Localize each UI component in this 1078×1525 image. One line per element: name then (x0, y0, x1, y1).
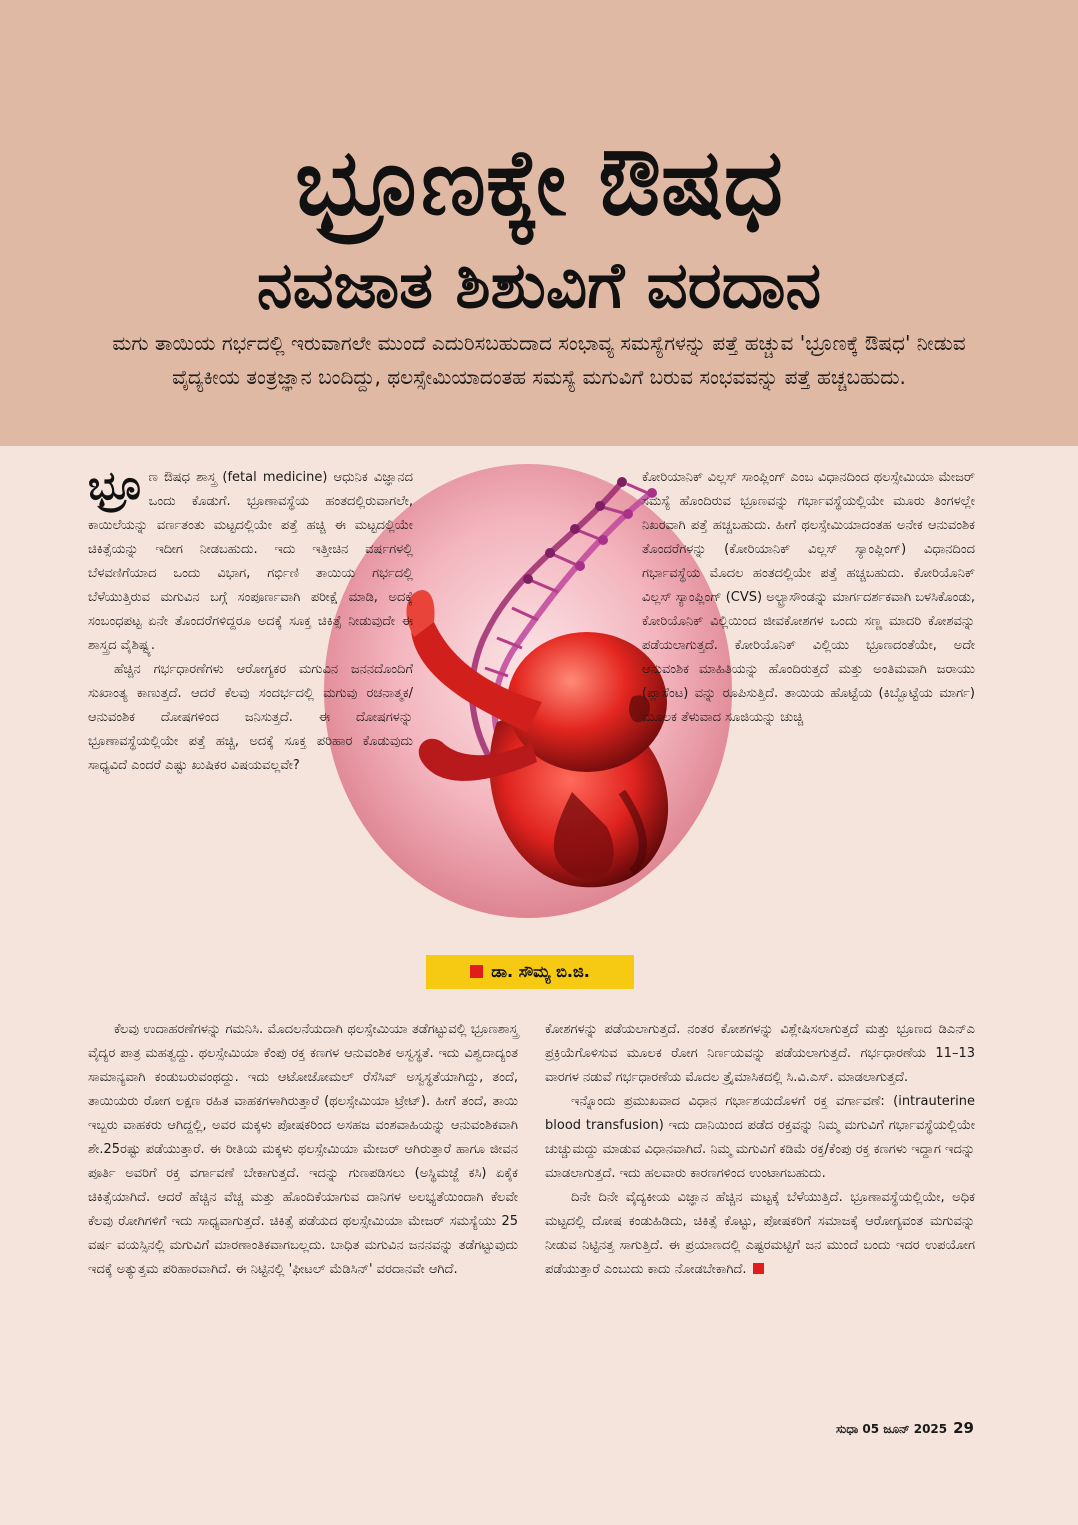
end-mark-icon (753, 1263, 764, 1274)
paragraph: ಇನ್ನೊಂದು ಪ್ರಮುಖವಾದ ವಿಧಾನ ಗರ್ಭಾಶಯದೊಳಗೆ ರಕ್ತ ವರ್ಗಾವಣೆ: (intrauterine blood transfusion) ಇದು ದಾನಿಯಿಂದ ಪಡೆದ ರಕ್ತವನ್ನು ನಿಮ್ಮ ಮಗುವಿಗೆ ಗರ್ಭಾವಸ್ಥೆಯಲ್ಲಿಯೇ ಚುಚ್ಚುಮದ್ದು ಮಾಡುವ ವಿಧಾನವಾಗಿದೆ. ನಿಮ್ಮ ಮಗುವಿಗೆ ಕಡಿಮೆ ರಕ್ತ/ಕೆಂಪು ರಕ್ತ ಕಣಗಳು ಇದ್ದಾಗ ಇದನ್ನು ಮಾಡಲಾಗುತ್ತದೆ. ಇದು ಹಲವಾರು ಕಾರಣಗಳಿಂದ ಉಂಟಾಗಬಹುದು. (545, 1094, 975, 1181)
paragraph: ಕೋರಿಯಾನಿಕ್ ವಿಲ್ಲಸ್ ಸಾಂಪ್ಲಿಂಗ್ ಎಂಬ ವಿಧಾನದಿಂದ ಥಲಸ್ಸೇಮಿಯಾ ಮೇಜರ್ ಸಮಸ್ಯೆ ಹೊಂದಿರುವ ಭ್ರೂಣವನ್ನು ಗರ್ಭಾವಸ್ಥೆಯಲ್ಲಿಯೇ ಮೂರು ತಿಂಗಳಲ್ಲೇ ನಿಖರವಾಗಿ ಪತ್ತೆ ಹಚ್ಚಬಹುದು. ಹೀಗೆ ಥಲಸ್ಸೇಮಿಯಾದಂತಹ ಅನೇಕ ಆನುವಂಶಿಕ ತೊಂದರೆಗಳನ್ನು (ಕೋರಿಯಾನಿಕ್ ವಿಲ್ಲಸ್ ಸ್ಯಾಂಪ್ಲಿಂಗ್) ವಿಧಾನದಿಂದ ಗರ್ಭಾವಸ್ಥೆಯ ಮೊದಲ ಹಂತದಲ್ಲಿಯೇ ಪತ್ತೆ ಹಚ್ಚಬಹುದು. ಕೋರಿಯೊನಿಕ್ ವಿಲ್ಲಸ್ ಸ್ಯಾಂಪ್ಲಿಂಗ್ (CVS) ಅಲ್ಟ್ರಾಸೌಂಡನ್ನು ಮಾರ್ಗದರ್ಶಕವಾಗಿ ಬಳಸಿಕೊಂಡು, ಕೋರಿಯೊನಿಕ್ ವಿಲ್ಲಿಯಿಂದ ಜೀವಕೋಶಗಳ ಒಂದು ಸಣ್ಣ ಮಾದರಿ ಕೋಶವನ್ನು ಪಡೆಯಲಾಗುತ್ತದೆ. ಕೋರಿಯೊನಿಕ್ ವಿಲ್ಲಿಯು ಭ್ರೂಣದಂತೆಯೇ, ಅದೇ ಆನುವಂಶಿಕ ಮಾಹಿತಿಯನ್ನು ಹೊಂದಿರುತ್ತದೆ ಮತ್ತು ಅಂತಿಮವಾಗಿ ಜರಾಯು (ಪ್ಲಾಸೆಂಟ) ವನ್ನು ರೂಪಿಸುತ್ತಿದೆ. ತಾಯಿಯ ಹೊಟ್ಟೆಯ (ಕಿಬ್ಬೊಟ್ಟೆಯ ಮಾರ್ಗ) ಮೂಲಕ ತೆಳುವಾದ ಸೂಜಿಯನ್ನು ಚುಚ್ಚಿ (642, 470, 975, 725)
byline (426, 955, 634, 989)
article-subtitle: ನವಜಾತ ಶಿಶುವಿಗೆ ವರದಾನ (256, 249, 822, 323)
red-square-icon (470, 965, 483, 978)
paragraph: ಹೆಚ್ಚಿನ ಗರ್ಭಧಾರಣೆಗಳು ಆರೋಗ್ಯಕರ ಮಗುವಿನ ಜನನದೊಂದಿಗೆ ಸುಖಾಂತ್ಯ ಕಾಣುತ್ತದೆ. ಆದರೆ ಕೆಲವು ಸಂದರ್ಭದಲ್ಲಿ ಮಗುವು ರಚನಾತ್ಮಕ/ ಆನುವಂಶಿಕ ದೋಷಗಳಿಂದ ಜನಿಸುತ್ತದೆ. ಈ ದೋಷಗಳನ್ನು ಭ್ರೂಣಾವಸ್ಥೆಯಲ್ಲಿಯೇ ಪತ್ತೆ ಹಚ್ಚಿ, ಅದಕ್ಕೆ ಸೂಕ್ತ ಪರಿಹಾರ ಕೊಡುವುದು ಸಾಧ್ಯವಿದೆ ಎಂದರೆ ಎಷ್ಟು ಖುಷಿಕರ ವಿಷಯವಲ್ಲವೇ? (88, 662, 413, 773)
article-deck: ಮಗು ತಾಯಿಯ ಗರ್ಭದಲ್ಲಿ ಇರುವಾಗಲೇ ಮುಂದೆ ಎದುರಿಸಬಹುದಾದ ಸಂಭಾವ್ಯ ಸಮಸ್ಯೆಗಳನ್ನು ಪತ್ತೆ ಹಚ್ಚುವ 'ಭ್ರೂಣಕ್ಕೆ ಔಷಧ' ನೀಡುವ ವೈದ್ಯಕೀಯ ತಂತ್ರಜ್ಞಾನ ಬಂದಿದ್ದು, ಥಲಸ್ಸೇಮಿಯಾದಂತಹ ಸಮಸ್ಯೆ ಮಗುವಿಗೆ ಬರುವ ಸಂಭವವನ್ನು ಪತ್ತೆ ಹಚ್ಚಬಹುದು. (112, 331, 966, 389)
article-column-left-top (88, 463, 413, 778)
page-number: 29 (953, 1419, 974, 1437)
paragraph: ಕೆಲವು ಉದಾಹರಣೆಗಳನ್ನು ಗಮನಿಸಿ. ಮೊದಲನೆಯದಾಗಿ ಥಲಸ್ಸೇಮಿಯಾ ತಡೆಗಟ್ಟುವಲ್ಲಿ ಭ್ರೂಣಶಾಸ್ತ್ರ ವೈದ್ಯರ ಪಾತ್ರ ಮಹತ್ವದ್ದು. ಥಲಸ್ಸೇಮಿಯಾ ಕೆಂಪು ರಕ್ತ ಕಣಗಳ ಆನುವಂಶಿಕ ಅಸ್ವಸ್ಥತೆ. ಇದು ವಿಶ್ವದಾದ್ಯಂತ ಸಾಮಾನ್ಯವಾಗಿ ಕಂಡುಬರುವಂಥದ್ದು. ಇದು ಆಟೋಜೋಮಲ್ ರೆಸೆಸಿವ್ ಅಸ್ವಸ್ಥತೆಯಾಗಿದ್ದು, ತಂದೆ, ತಾಯಿಯರು ರೋಗ ಲಕ್ಷಣ ರಹಿತ ವಾಹಕಗಳಾಗಿರುತ್ತಾರೆ (ಥಲಸ್ಸೇಮಿಯಾ ಟ್ರೇಟ್). ಹೀಗೆ ತಂದೆ, ತಾಯಿ ಇಬ್ಬರು ವಾಹಕರು ಆಗಿದ್ದಲ್ಲಿ, ಅವರ ಮಕ್ಕಳು ಪೋಷಕರಿಂದ ಅಸಹಜ ವಂಶವಾಹಿಯನ್ನು ಆನುವಂಶಿಕವಾಗಿ ಶೇ.25ರಷ್ಟು ಪಡೆಯುತ್ತಾರೆ. ಈ ರೀತಿಯ ಮಕ್ಕಳು ಥಲಸ್ಸೇಮಿಯಾ ಮೇಜರ್ ಆಗಿರುತ್ತಾರೆ ಹಾಗೂ ಜೀವನ ಪೂರ್ತಿ ಅವರಿಗೆ ರಕ್ತ ವರ್ಗಾವಣೆ ಬೇಕಾಗುತ್ತದೆ. ಇದನ್ನು ಗುಣಪಡಿಸಲು (ಅಸ್ಥಿಮಜ್ಜೆ ಕಸಿ) ಏಕೈಕ ಚಿಕಿತ್ಸೆಯಾಗಿದೆ. ಆದರೆ ಹೆಚ್ಚಿನ ವೆಚ್ಚ ಮತ್ತು ಹೊಂದಿಕೆಯಾಗುವ ದಾನಿಗಳ ಅಲಭ್ಯತೆಯಿಂದಾಗಿ ಕೆಲವೇ ಕೆಲವು ರೋಗಿಗಳಿಗೆ ಇದು ಸಾಧ್ಯವಾಗುತ್ತದೆ. ಚಿಕಿತ್ಸೆ ಪಡೆಯದ ಥಲಸ್ಸೇಮಿಯಾ ಮೇಜರ್ ಸಮಸ್ಯೆಯು 25 ವರ್ಷ ವಯಸ್ಸಿನಲ್ಲಿ ಮಗುವಿಗೆ ಮಾರಣಾಂತಿಕವಾಗಬಲ್ಲದು. ಬಾಧಿತ ಮಗುವಿನ ಜನನವನ್ನು ತಡೆಗಟ್ಟುವುದು ಇದಕ್ಕೆ ಅತ್ಯುತ್ತಮ ಪರಿಹಾರವಾಗಿದೆ. ಈ ನಿಟ್ಟಿನಲ್ಲಿ 'ಫೀಟಲ್ ಮೆಡಿಸಿನ್' ವರದಾನವೇ ಆಗಿದೆ. (88, 1022, 518, 1277)
author-name: ಡಾ. ಸೌಮ್ಯ ಬಿ.ಜಿ. (491, 962, 590, 981)
paragraph: ಕೋಶಗಳನ್ನು ಪಡೆಯಲಾಗುತ್ತದೆ. ನಂತರ ಕೋಶಗಳನ್ನು ವಿಶ್ಲೇಷಿಸಲಾಗುತ್ತದೆ ಮತ್ತು ಭ್ರೂಣದ ಡಿಎನ್ಎ ಪ್ರಕ್ರಿಯೆಗೊಳಿಸುವ ಮೂಲಕ ರೋಗ ನಿರ್ಣಯವನ್ನು ಪಡೆಯಲಾಗುತ್ತದೆ. ಗರ್ಭಧಾರಣೆಯ 11–13 ವಾರಗಳ ನಡುವೆ ಗರ್ಭಧಾರಣೆಯ ಮೊದಲ ತ್ರೈಮಾಸಿಕದಲ್ಲಿ ಸಿ.ವಿ.ಎಸ್. ಮಾಡಲಾಗುತ್ತದೆ. (545, 1022, 975, 1085)
article-column-right-bottom (545, 1018, 975, 1282)
article-column-left-bottom (88, 1018, 518, 1282)
article-title: ಭ್ರೂಣಕ್ಕೇ ಔಷಧ (295, 129, 783, 236)
header-band (0, 0, 1078, 446)
paragraph: ಣ ಔಷಧ ಶಾಸ್ತ್ರ (fetal medicine) ಆಧುನಿಕ ವಿಜ್ಞಾನದ ಒಂದು ಕೊಡುಗೆ. ಭ್ರೂಣಾವಸ್ಥೆಯ ಹಂತದಲ್ಲಿರುವಾಗಲೇ, ಕಾಯಿಲೆಯನ್ನು ವರ್ಣತಂತು ಮಟ್ಟದಲ್ಲಿಯೇ ಪತ್ತೆ ಹಚ್ಚಿ ಈ ಮಟ್ಟದಲ್ಲಿಯೇ ಚಿಕಿತ್ಸೆಯನ್ನು ಇದೀಗ ನೀಡಬಹುದು. ಇದು ಇತ್ತೀಚಿನ ವರ್ಷಗಳಲ್ಲಿ ಬೆಳವಣಿಗೆಯಾದ ಒಂದು ವಿಭಾಗ, ಗರ್ಭಿಣಿ ತಾಯಿಯ ಗರ್ಭದಲ್ಲಿ ಬೆಳೆಯುತ್ತಿರುವ ಮಗುವಿನ ಬಗ್ಗೆ ಸಂಪೂರ್ಣವಾಗಿ ಪರೀಕ್ಷೆ ಮಾಡಿ, ಅದಕ್ಕೆ ಸಂಬಂಧಪಟ್ಟ ಏನೇ ತೊಂದರೆಗಳಿದ್ದರೂ ಅದಕ್ಕೆ ಸೂಕ್ತ ಚಿಕಿತ್ಸೆ ನೀಡುವುದೇ ಈ ಶಾಸ್ತ್ರದ ವೈಶಿಷ್ಟ್ಯ. (88, 470, 413, 653)
article-column-right-top (642, 466, 975, 730)
dropcap: ಭ್ರೂ (88, 463, 143, 509)
page-footer (836, 1418, 974, 1439)
publication-dateline: ಸುಧಾ 05 ಜೂನ್ 2025 (836, 1422, 948, 1436)
paragraph: ದಿನೇ ದಿನೇ ವೈದ್ಯಕೀಯ ವಿಜ್ಞಾನ ಹೆಚ್ಚಿನ ಮಟ್ಟಕ್ಕೆ ಬೆಳೆಯುತ್ತಿದೆ. ಭ್ರೂಣಾವಸ್ಥೆಯಲ್ಲಿಯೇ, ಅಧಿಕ ಮಟ್ಟದಲ್ಲಿ ದೋಷ ಕಂಡುಹಿಡಿದು, ಚಿಕಿತ್ಸೆ ಕೊಟ್ಟು, ಪೋಷಕರಿಗೆ ಸಮಾಜಕ್ಕೆ ಆರೋಗ್ಯವಂತ ಮಗುವನ್ನು ನೀಡುವ ನಿಟ್ಟಿನತ್ತ ಸಾಗುತ್ತಿದೆ. ಈ ಪ್ರಯಾಣದಲ್ಲಿ ಎಷ್ಟರಮಟ್ಟಿಗೆ ಜನ ಮುಂದೆ ಬಂದು ಇದರ ಉಪಯೋಗ ಪಡೆಯುತ್ತಾರೆ ಎಂಬುದು ಕಾದು ನೋಡಬೇಕಾಗಿದೆ. (545, 1190, 975, 1277)
